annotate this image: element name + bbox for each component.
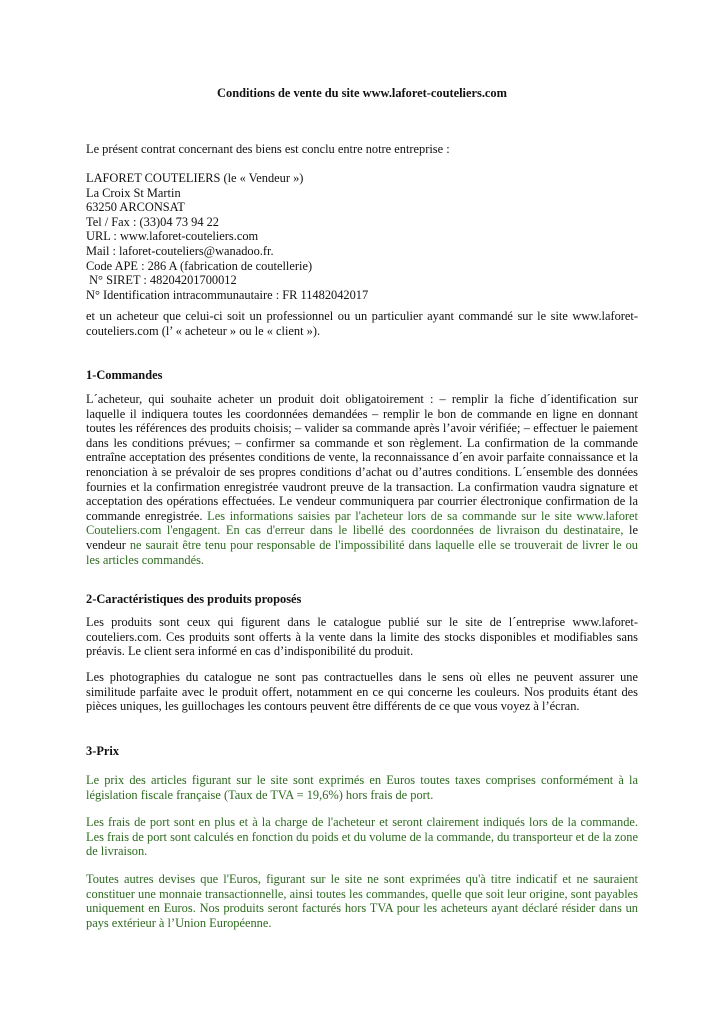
section-1-heading: 1-Commandes [86,368,163,382]
seller-city: 63250 ARCONSAT [86,200,185,215]
seller-siret: N° SIRET : 48204201700012 [86,273,237,288]
section-1-text-a: L´acheteur, qui souhaite acheter un produit doit obligatoirement : – remplir la fiche d´identification sur laquelle il indiquera toutes les coordonnées demandées – remplir le bon de commande en ligne en donnant toutes les références des produits choisis; – valider sa commande après l’avoir vérifiée; – effectuer le paiement dans les conditions prévues; – confirmer sa commande et son règlement. La confirmation de la commande entraîne acceptation des présentes conditions de vente, la reconnaissance d´en avoir parfaite connaissance et la renonciation à se prévaloir de ses propres conditions d’achat ou d’autres conditions. L´ensemble des données fournies et la confirmation enregistrée vaudront preuve de la transaction. La confirmation vaudra signature et acceptation des opérations effectuées. Le vendeur communiquera par courrier électronique confirmation de la commande enregistrée. [86,392,638,523]
section-1-text-c: le vendeur [86,523,638,552]
section-3-paragraph-2: Les frais de port sont en plus et à la charge de l'acheteur et seront clairement indiqués lors de la commande. Les frais de port sont calculés en fonction du poids et du volume de la commande, du transporteur et de la zone de livraison. [86,815,638,859]
section-1-text [86,392,638,567]
seller-phone: Tel / Fax : (33)04 73 94 22 [86,214,220,229]
section-3-paragraph-1: Le prix des articles figurant sur le site sont exprimés en Euros toutes taxes comprises conformément à la législation fiscale française (Taux de TVA = 19,6%) hors frais de port. [86,773,638,802]
section-2-paragraph-1: Les produits sont ceux qui figurent dans le catalogue publié sur le site de l´entreprise www.laforet-couteliers.com. Ces produits sont offerts à la vente dans la limite des stocks disponibles et modifiables sans préavis. Le client sera informé en cas d’indisponibilité du produit. [86,615,638,659]
seller-details [86,171,638,302]
seller-street: La Croix St Martin [86,185,181,200]
section-3-heading: 3-Prix [86,744,120,758]
section-3-paragraph-3: Toutes autres devises que l'Euros, figurant sur le site ne sont exprimées qu'à titre indicatif et ne sauraient constituer une monnaie transactionnelle, ainsi toutes les commandes, quelle que soit leur origine, sont payables uniquement en Euros. Nos produits seront facturés hors TVA pour les acheteurs ayant déclaré résider dans un pays extérieur à l’Union Européenne. [86,872,638,930]
section-1-text-d: ne saurait être tenu pour responsable de l'impossibilité dans laquelle elle se trouverait de livrer le ou les articles commandés. [86,537,638,567]
section-2-heading: 2-Caractéristiques des produits proposés [86,592,302,606]
contract-intro: Le présent contrat concernant des biens est conclu entre notre entreprise : [86,142,450,156]
seller-ape-code: Code APE : 286 A (fabrication de coutellerie) [86,258,313,273]
seller-name: LAFORET COUTELIERS (le « Vendeur ») [86,171,304,185]
buyer-definition: et un acheteur que celui-ci soit un professionnel ou un particulier ayant commandé sur le site www.laforet-couteliers.com (l’ « acheteur » ou le « client »). [86,309,638,338]
seller-vat-id: N° Identification intracommunautaire : FR 11482042017 [86,287,369,302]
seller-url: URL : www.laforet-couteliers.com [86,229,259,244]
document-title: Conditions de vente du site www.laforet-couteliers.com [217,86,507,100]
section-2-paragraph-2: Les photographies du catalogue ne sont pas contractuelles dans le sens où elles ne peuvent assurer une similitude parfaite avec le produit offert, notamment en ce qui concerne les couleurs. Nos produits étant des pièces uniques, les guillochages les contours peuvent être différents de ce que vous voyez à l’écran. [86,670,638,714]
seller-mail: Mail : laforet-couteliers@wanadoo.fr. [86,243,274,258]
section-1-text-b: Les informations saisies par l'acheteur lors de sa commande sur le site www.laforet Couteliers.com l'engagent. En cas d'erreur dans le libellé des coordonnées de livraison du destinataire, [86,508,638,538]
